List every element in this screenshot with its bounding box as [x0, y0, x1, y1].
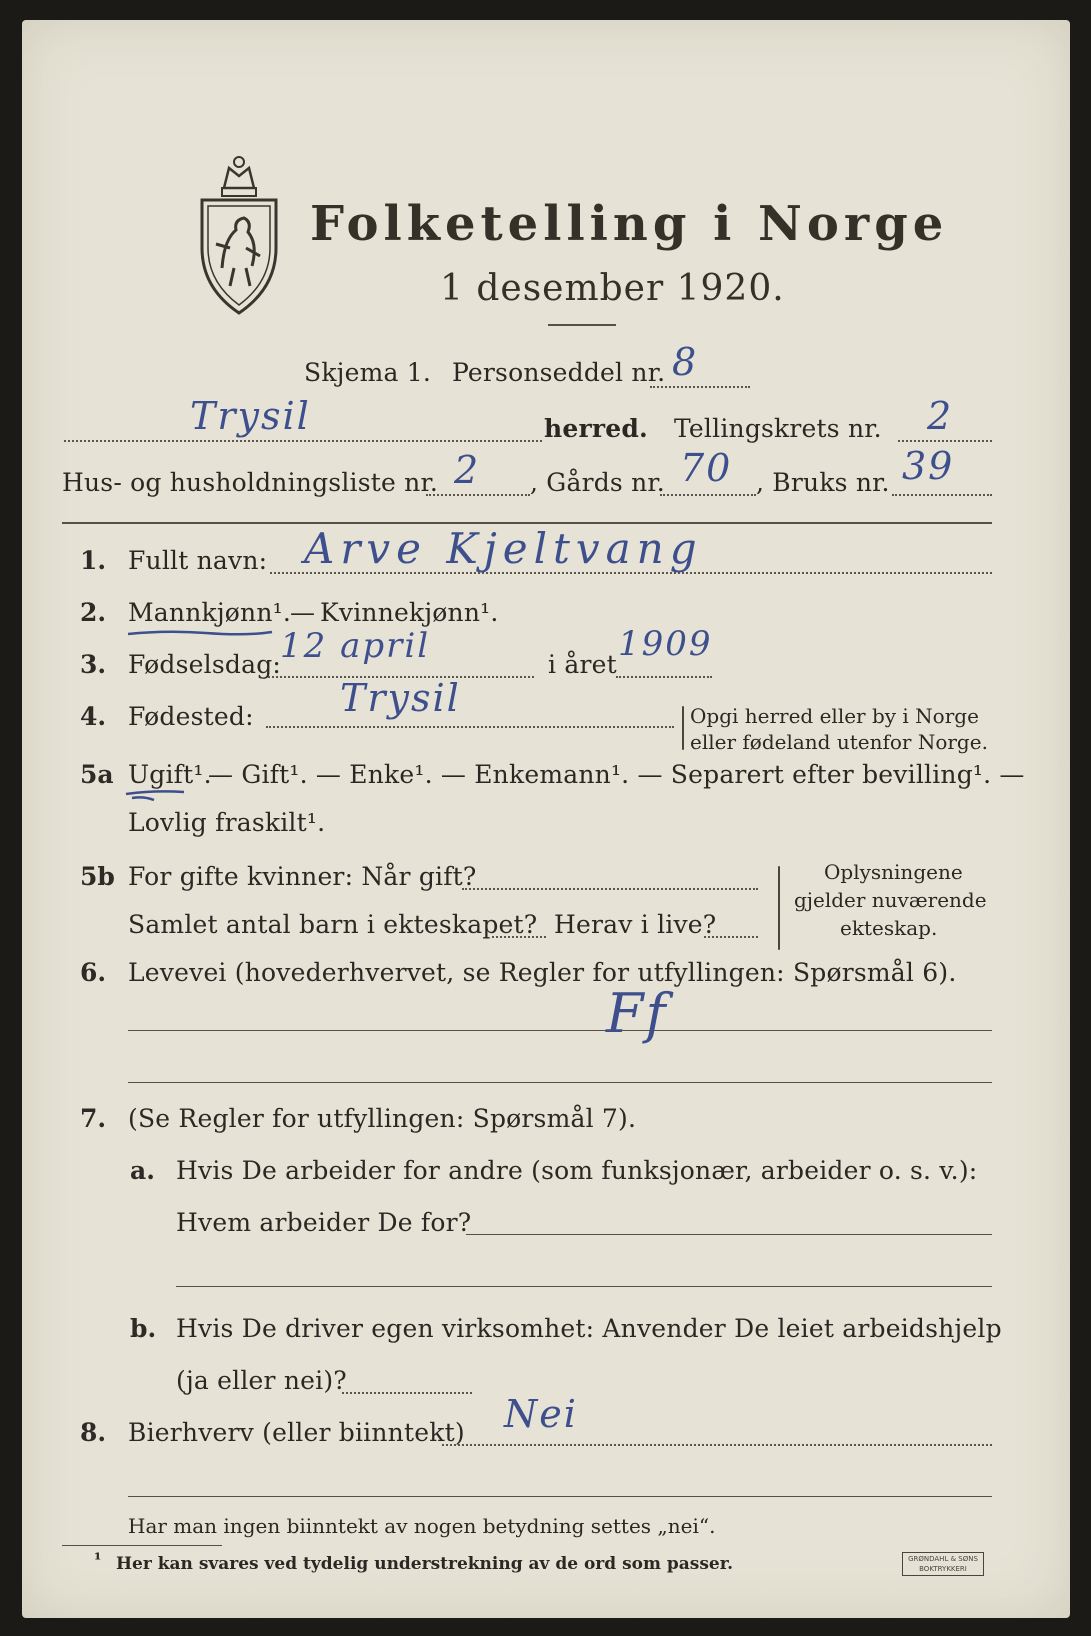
- q8-label: Bierhverv (eller biinntekt): [128, 1418, 465, 1447]
- q3-aaret-value[interactable]: 1909: [618, 624, 713, 664]
- form-title: Folketelling i Norge: [310, 196, 949, 252]
- q5a-number: 5a: [80, 760, 114, 789]
- q6-number: 6.: [80, 958, 107, 987]
- q5b-number: 5b: [80, 862, 115, 891]
- census-form-sheet: [22, 20, 1070, 1618]
- husliste-label: Hus- og husholdningsliste nr.: [62, 468, 439, 497]
- q5b-note-brace: [778, 866, 780, 950]
- tellingskrets-label: Tellingskrets nr.: [674, 414, 882, 443]
- tellingskrets-field-line: [898, 440, 992, 442]
- q7a-answer-line-2: [176, 1286, 992, 1287]
- skjema-label: Skjema 1.: [304, 358, 432, 387]
- q3-aaret-field-line: [616, 676, 712, 678]
- q4-number: 4.: [80, 702, 107, 731]
- q7-number: 7.: [80, 1104, 107, 1133]
- q7a-line1: Hvis De arbeider for andre (som funksjonær, arbeider o. s. v.):: [176, 1156, 978, 1185]
- q5b-line2-b: Herav i live?: [554, 910, 717, 939]
- form-date: 1 desember 1920.: [440, 268, 785, 309]
- q5b-note-line2: gjelder nuværende: [794, 888, 987, 912]
- herred-value[interactable]: Trysil: [190, 394, 311, 438]
- gards-label: , Gårds nr.: [530, 468, 665, 497]
- q8-answer-line-2: [128, 1496, 992, 1497]
- q3-number: 3.: [80, 650, 107, 679]
- q7b-line1: Hvis De driver egen virksomhet: Anvender De leiet arbeidshjelp: [176, 1314, 1002, 1343]
- q3-label: Fødselsdag:: [128, 650, 282, 679]
- bruks-field-line: [892, 494, 992, 496]
- q1-value[interactable]: Arve Kjeltvang: [304, 524, 703, 573]
- q5b-note-line1: Oplysningene: [824, 860, 963, 884]
- q2-kvinnekjonn[interactable]: Kvinnekjønn¹.: [320, 598, 499, 627]
- q7a-letter: a.: [130, 1156, 155, 1185]
- q5b-line1: For gifte kvinner: Når gift?: [128, 862, 477, 891]
- q1-label: Fullt navn:: [128, 546, 268, 575]
- q2-mannkjonn[interactable]: Mannkjønn¹.: [128, 598, 292, 627]
- q7-label: (Se Regler for utfyllingen: Spørsmål 7).: [128, 1104, 637, 1133]
- q2-number: 2.: [80, 598, 107, 627]
- q8-value[interactable]: Nei: [504, 1392, 578, 1436]
- footer-note: Har man ingen biinntekt av nogen betydning settes „nei“.: [128, 1514, 716, 1538]
- herred-field-line: [64, 440, 542, 442]
- q4-value[interactable]: Trysil: [340, 676, 461, 720]
- q3-aaret-label: i året: [548, 650, 617, 679]
- husliste-field-line: [426, 494, 530, 496]
- footnote-text: Her kan svares ved tydelig understrekning av de ord som passer.: [116, 1554, 734, 1574]
- husliste-value[interactable]: 2: [454, 448, 481, 492]
- norwegian-coat-of-arms-icon: [194, 148, 284, 318]
- q7a-line2: Hvem arbeider De for?: [176, 1208, 472, 1237]
- q8-field-line: [442, 1444, 992, 1446]
- q4-note-line2: eller fødeland utenfor Norge.: [690, 730, 988, 754]
- q5b-alive-field-line: [704, 936, 758, 938]
- q6-value[interactable]: Ff: [606, 982, 668, 1045]
- q6-label: Levevei (hovederhvervet, se Regler for utfyllingen: Spørsmål 6).: [128, 958, 957, 987]
- q6-answer-line-1: [128, 1030, 992, 1031]
- q2-dash: —: [290, 598, 316, 627]
- q7b-line2: (ja eller nei)?: [176, 1366, 347, 1395]
- title-divider: [548, 324, 616, 326]
- ugift-underline-mark: [124, 786, 194, 806]
- q4-note-line1: Opgi herred eller by i Norge: [690, 704, 979, 728]
- q5a-other-options[interactable]: — Gift¹. — Enke¹. — Enkemann¹. — Separert efter bevilling¹. —: [208, 760, 1025, 789]
- q5b-line2-a: Samlet antal barn i ekteskapet?: [128, 910, 538, 939]
- printer-stamp: GRØNDAHL & SØNS BOKTRYKKERI: [902, 1552, 984, 1576]
- q5b-note-line3: ekteskap.: [840, 916, 938, 940]
- bruks-value[interactable]: 39: [902, 444, 955, 488]
- bruks-label: , Bruks nr.: [756, 468, 890, 497]
- q4-note-brace: [682, 706, 684, 750]
- tellingskrets-value[interactable]: 2: [927, 394, 954, 438]
- herred-label: herred.: [544, 414, 648, 443]
- footnote-separator: [62, 1545, 222, 1546]
- personseddel-value[interactable]: 8: [672, 340, 699, 384]
- q4-label: Fødested:: [128, 702, 254, 731]
- q5b-children-field-line: [492, 936, 546, 938]
- q4-field-line: [266, 726, 674, 728]
- q7b-letter: b.: [130, 1314, 157, 1343]
- q7a-field-line: [466, 1234, 992, 1235]
- q5a-ugift[interactable]: Ugift¹.: [128, 760, 212, 789]
- q6-answer-line-2: [128, 1082, 992, 1083]
- personseddel-field-line: [650, 386, 750, 388]
- footnote-mark: ¹: [94, 1550, 102, 1570]
- q5b-married-field-line: [462, 888, 758, 890]
- q1-number: 1.: [80, 546, 107, 575]
- personseddel-label: Personseddel nr.: [452, 358, 666, 387]
- gards-value[interactable]: 70: [680, 446, 733, 490]
- q5a-lovlig-fraskilt[interactable]: Lovlig fraskilt¹.: [128, 808, 326, 837]
- q7b-field-line: [342, 1392, 472, 1394]
- mannkjonn-underline-mark: [126, 626, 276, 640]
- gards-field-line: [660, 494, 756, 496]
- q3-value[interactable]: 12 april: [280, 626, 431, 666]
- q8-number: 8.: [80, 1418, 107, 1447]
